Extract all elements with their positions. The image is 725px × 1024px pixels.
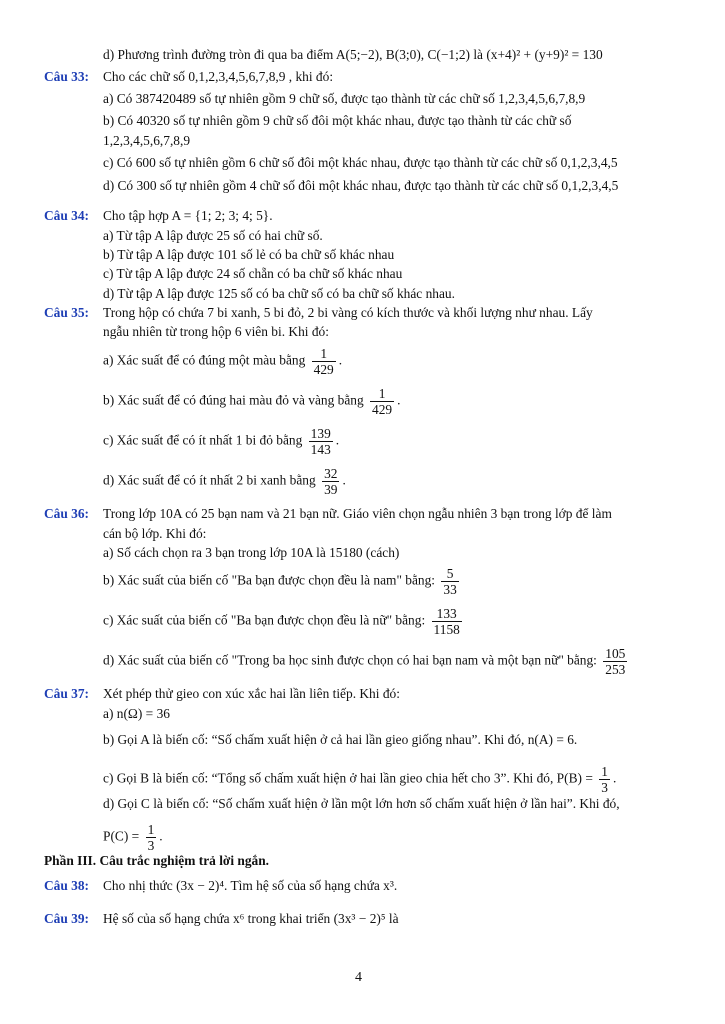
question-36-label: Câu 36: xyxy=(44,506,90,521)
denominator: 143 xyxy=(310,442,331,457)
q32-option-d: d) Phương trình đường tròn đi qua ba điểm A(5;−2), B(3;0), C(−1;2) là (x+4)² + (y+9)² = 130 xyxy=(103,47,603,62)
fraction xyxy=(599,764,610,795)
numerator: 5 xyxy=(441,566,458,582)
question-33-option-b: b) Có 40320 số tự nhiên gồm 9 chữ số đôi một khác nhau, được tạo thành từ các chữ số xyxy=(103,113,572,128)
numerator: 1 xyxy=(312,346,336,362)
question-34-label: Câu 34: xyxy=(44,208,90,223)
option-text: P(C) = xyxy=(103,828,140,844)
denominator: 429 xyxy=(372,402,393,417)
numerator: 32 xyxy=(324,466,338,481)
question-37-option-b: b) Gọi A là biến cố: “Số chấm xuất hiện ở cả hai lần gieo giống nhau”. Khi đó, n(A) = 6. xyxy=(103,732,578,747)
fraction xyxy=(441,566,458,597)
numerator: 105 xyxy=(605,646,626,661)
fraction xyxy=(432,606,462,637)
question-36-stem-cont: cán bộ lớp. Khi đó: xyxy=(103,526,207,541)
question-35-option-a: a) Xác suất để có đúng một màu bằng $\frac{1}{429}$ . xyxy=(103,346,343,377)
question-35-option-d: d) Xác suất để có ít nhất 2 bi xanh bằng $\frac{32}{39}$ . xyxy=(103,466,346,497)
question-37-label: Câu 37: xyxy=(44,686,90,701)
question-34-option-c: c) Từ tập A lập được 24 số chẵn có ba chữ số khác nhau xyxy=(103,266,403,281)
question-36-option-a: a) Số cách chọn ra 3 bạn trong lớp 10A là 15180 (cách) xyxy=(103,545,400,560)
question-36-stem: Trong lớp 10A có 25 bạn nam và 21 bạn nữ. Giáo viên chọn ngẫu nhiên 3 bạn trong lớp để làm xyxy=(103,506,612,521)
option-text: c) Xác suất của biến cố "Ba bạn được chọn đều là nữ" bằng: xyxy=(103,612,426,628)
option-text: d) Xác suất để có ít nhất 2 bi xanh bằng xyxy=(103,472,316,488)
question-37-option-d: d) Gọi C là biến cố: “Số chấm xuất hiện ở lần một lớn hơn số chấm xuất hiện ở lần hai”. Khi đó, xyxy=(103,796,620,811)
question-37-option-a: a) n(Ω) = 36 xyxy=(103,706,170,721)
denominator: 1158 xyxy=(433,622,460,637)
denominator: 39 xyxy=(324,482,338,497)
question-39-stem: Hệ số của số hạng chứa x⁶ trong khai triển (3x³ − 2)⁵ là xyxy=(103,911,399,926)
option-text: d) Xác suất của biến cố "Trong ba học sinh được chọn có hai bạn nam và một bạn nữ" bằng: xyxy=(103,652,597,668)
question-38-label: Câu 38: xyxy=(44,878,90,893)
question-34-stem: Cho tập hợp A = {1; 2; 3; 4; 5}. xyxy=(103,208,273,223)
page-number: 4 xyxy=(355,970,362,985)
question-34-option-a: a) Từ tập A lập được 25 số có hai chữ số. xyxy=(103,228,323,243)
question-33-option-d: d) Có 300 số tự nhiên gồm 4 chữ số đôi một khác nhau, được tạo thành từ các chữ số 0,1,2,3,4,5 xyxy=(103,178,619,193)
question-33-option-c: c) Có 600 số tự nhiên gồm 6 chữ số đôi một khác nhau, được tạo thành từ các chữ số 0,1,2,3,4,5 xyxy=(103,155,618,170)
question-34-option-b: b) Từ tập A lập được 101 số lẻ có ba chữ số khác nhau xyxy=(103,247,395,262)
numerator: 1 xyxy=(601,764,608,779)
fraction xyxy=(146,822,157,853)
fraction xyxy=(322,466,339,497)
question-36-option-c xyxy=(103,606,465,637)
denominator: 33 xyxy=(443,582,457,597)
question-33-stem: Cho các chữ số 0,1,2,3,4,5,6,7,8,9 , khi đó: xyxy=(103,69,334,84)
question-35-option-b: b) Xác suất để có đúng hai màu đỏ và vàng bằng $\frac{1}{429}$ . xyxy=(103,386,401,417)
numerator: 1 xyxy=(370,386,394,402)
section-3-heading: Phần III. Câu trắc nghiệm trả lời ngắn. xyxy=(44,853,270,868)
option-text: b) Xác suất để có đúng hai màu đỏ và vàng bằng xyxy=(103,392,364,408)
fraction xyxy=(312,346,336,377)
denominator: 429 xyxy=(313,362,334,377)
question-35-stem: Trong hộp có chứa 7 bi xanh, 5 bi đỏ, 2 bi vàng có kích thước và khối lượng như nhau. Lấy xyxy=(103,305,593,320)
fraction xyxy=(603,646,627,677)
denominator: 3 xyxy=(601,780,608,795)
numerator: 133 xyxy=(432,606,462,622)
denominator: 3 xyxy=(147,838,155,853)
question-35-label: Câu 35: xyxy=(44,305,90,320)
fraction xyxy=(309,426,333,457)
question-33-option-b-cont: 1,2,3,4,5,6,7,8,9 xyxy=(103,133,191,148)
option-text: c) Gọi B là biến cố: “Tổng số chấm xuất hiện ở hai lần gieo chia hết cho 3”. Khi đó, P(B) = xyxy=(103,770,593,786)
question-36-option-b xyxy=(103,566,462,597)
question-39-label: Câu 39: xyxy=(44,911,90,926)
question-35-option-c: c) Xác suất để có ít nhất 1 bi đỏ bằng $\frac{139}{143}$ . xyxy=(103,426,340,457)
option-text: a) Xác suất để có đúng một màu bằng xyxy=(103,352,306,368)
question-37-stem: Xét phép thử gieo con xúc xắc hai lần liên tiếp. Khi đó: xyxy=(103,686,400,701)
numerator: 139 xyxy=(310,426,331,441)
question-38-stem: Cho nhị thức (3x − 2)⁴. Tìm hệ số của số hạng chứa x³. xyxy=(103,878,398,893)
option-text: b) Xác suất của biến cố "Ba bạn được chọn đều là nam" bằng: xyxy=(103,572,436,588)
fraction xyxy=(370,386,394,417)
option-text: c) Xác suất để có ít nhất 1 bi đỏ bằng xyxy=(103,432,303,448)
question-34-option-d: d) Từ tập A lập được 125 số có ba chữ số có ba chữ số khác nhau. xyxy=(103,286,455,301)
question-37-option-d-cont: P(C) = $\frac{1}{3}$ . xyxy=(103,822,163,853)
question-35-stem-cont: ngẫu nhiên từ trong hộp 6 viên bi. Khi đó: xyxy=(103,324,329,339)
denominator: 253 xyxy=(605,662,626,677)
question-36-option-d xyxy=(103,646,630,677)
question-33-option-a: a) Có 387420489 số tự nhiên gồm 9 chữ số, được tạo thành từ các chữ số 1,2,3,4,5,6,7,8,9 xyxy=(103,91,586,106)
question-37-option-c: c) Gọi B là biến cố: “Tổng số chấm xuất hiện ở hai lần gieo chia hết cho 3”. Khi đó, P(B) = $\frac{1}{3}$ . xyxy=(103,764,617,795)
numerator: 1 xyxy=(147,822,155,837)
question-33-label: Câu 33: xyxy=(44,69,90,84)
